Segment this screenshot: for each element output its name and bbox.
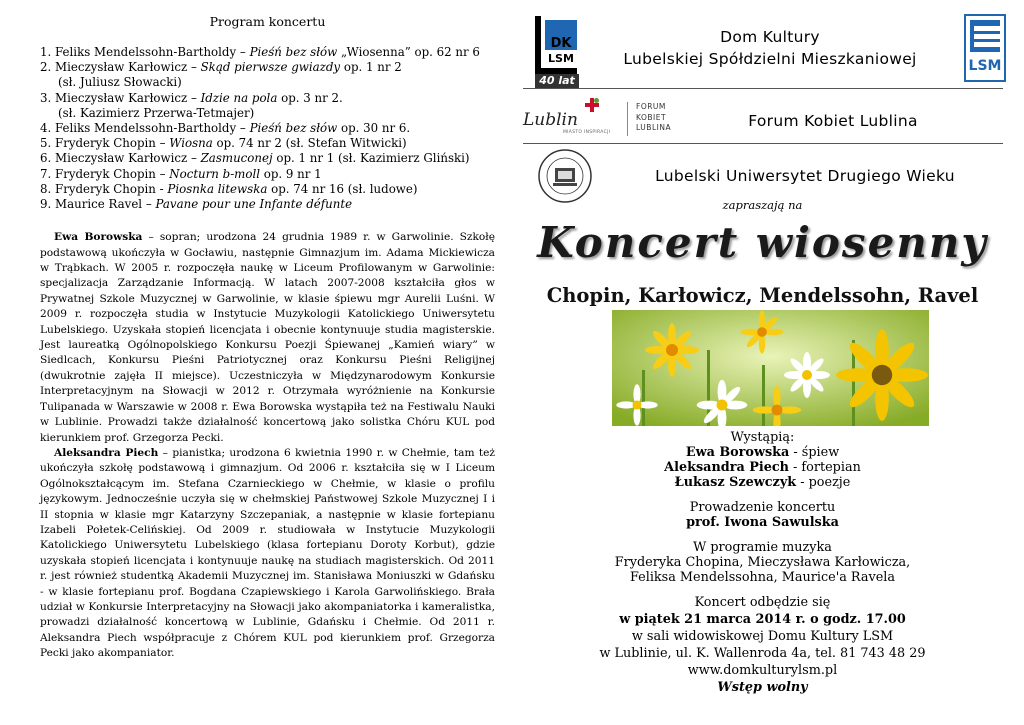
event-info [515, 430, 1010, 695]
dom-kultury-line1: Dom Kultury [720, 28, 820, 46]
programme-note: W programie muzyka [693, 540, 832, 555]
bio-text: – sopran; urodzona 24 grudnia 1989 r. w Garwolinie. Szkołę podstawową ukończyła w Gocławiu, następnie Gimnazjum im. Adama Mickiewicza w Trąbkach. W 2005 r. rozpoczęła naukę w Liceum Profilowanym w Garwolinie: specjalizacja Zarządzanie Informacją. W latach 2007-2008 kształciła głos w Prywatnej Szkole Muzycznej w Garwolinie, w klasie śpiewu mgr Aurelii Luśni. W 2009 r. rozpoczęła studia w Instytucie Muzykologii Katolickiego Uniwersytetu Lubelskiego. Uzyskała stopień licencjata i obecnie kontynuuje studia magisterskie. Jest laureatką Ogólnopolskiego Konkursu Poezji Śpiewanej „Kamień wiary” w Siedlcach, Konkursu Pieśni Patriotycznej oraz Konkursu Pieśni Religijnej (dwukrotnie zajęła II miejsce). Uczestniczyła w Międzynarodowym Konkursie Interpretacyjnym na Słowacji w 2012 r. Otrzymała wyróżnienie na Konkursie Tulipanada w Warszawie w 2008 r. Ewa Borowska wystąpiła też na Festiwalu Nauki w Lublinie. Prowadzi także działalność koncertową jako solistka Chóru KUL pod kierunkiem prof. Grzegorza Pecki. [40, 231, 495, 444]
forum-logo-line: LUBLINA [636, 123, 672, 132]
program-item-prefix: 3. Mieczysław Karłowicz – [40, 90, 201, 105]
program-item-suffix: op. 1 nr 1 (sł. Kazimierz Gliński) [272, 151, 470, 166]
program-item [40, 121, 495, 136]
lsm-letters: LSM [968, 58, 1002, 74]
when-venue: w sali widowiskowej Domu Kultury LSM [631, 629, 894, 644]
program-item-work: Piosnka litewska [167, 181, 268, 196]
program-item-prefix: 5. Fryderyk Chopin – [40, 136, 170, 151]
program-item-prefix: 2. Mieczysław Karłowicz – [40, 60, 201, 75]
program-item-work: Pavane pour une Infante défunte [155, 197, 353, 212]
program-item-work: Skąd pierwsze gwiazdy [200, 60, 341, 75]
program-item-work: Pieśń bez słów [249, 45, 338, 59]
flowers-image [612, 310, 929, 426]
performers-heading: Wystąpią: [730, 430, 795, 445]
forum-logo-line: FORUM [636, 102, 666, 111]
bio-name: Aleksandra Piech [54, 446, 159, 459]
when-date-text: w piątek 21 marca 2014 r. o godz. 17.00 [619, 612, 906, 627]
left-page [40, 14, 495, 662]
program-item-lyricist: (sł. Juliusz Słowacki) [58, 75, 182, 90]
entry-free-text: Wstęp wolny [717, 680, 808, 695]
concert-title: Koncert wiosenny [537, 218, 988, 267]
program-item [40, 45, 495, 60]
program-item-prefix: 4. Feliks Mendelssohn-Bartholdy – [40, 121, 250, 136]
divider [523, 88, 1003, 89]
program-item [40, 167, 495, 182]
program-item-work: Zasmuconej [200, 151, 273, 166]
bio-name: Ewa Borowska [54, 231, 143, 244]
right-page [515, 0, 1010, 725]
bio-aleksandra-piech [40, 446, 495, 662]
program-item-lyricist: (sł. Kazimierz Przerwa-Tetmajer) [58, 105, 255, 120]
performer-row [515, 475, 1010, 490]
program-item-prefix: 7. Fryderyk Chopin – [40, 166, 170, 181]
divider [523, 143, 1003, 144]
dk-lsm: LSM [548, 52, 574, 65]
program-list [40, 45, 495, 212]
when-date [515, 612, 1010, 627]
dk-letters: DK [550, 36, 572, 51]
program-item-suffix: op. 3 nr 2. [277, 90, 343, 105]
program-item-suffix: op. 74 nr 2 (sł. Stefan Witwicki) [212, 136, 407, 151]
program-title: Program koncertu [209, 14, 326, 29]
performer-role: - poezje [796, 475, 851, 490]
performer-name: Aleksandra Piech [664, 460, 789, 475]
performer-row [515, 460, 1010, 475]
program-item-work: Pieśń bez słów [249, 121, 338, 136]
program-item-suffix: „Wiosenna” op. 62 nr 6 [337, 45, 480, 59]
program-item-prefix: 1. Feliks Mendelssohn-Bartholdy – [40, 45, 250, 59]
dk-years: 40 lat [535, 74, 579, 88]
forum-kobiet-name: Forum Kobiet Lublina [748, 112, 918, 130]
program-item [40, 182, 495, 197]
program-item [40, 151, 495, 166]
program-item-work: Wiosna [169, 136, 213, 151]
program-item-work: Idzie na pola [200, 90, 278, 105]
bio-text: – pianistka; urodzona 6 kwietnia 1990 r. w Chełmie, tam też ukończyła szkołę podstawową i gimnazjum. Od 2006 r. kształciła się w I Liceum Ogólnokształcącym im. Stefana Czarnieckiego w Chełmie, w klasie o profilu językowym. Jednocześnie uczyła się w chełmskiej Państwowej Szkole Muzycznej I i II stopnia w klasie mgr Katarzyny Szczepaniak, a następnie w klasie fortepianu Izabeli Połetek-Celińskiej. Od 2009 r. studiowała w Instytucie Muzykologii Katolickiego Uniwersytetu Lubelskiego (klasa fortepianu Doroty Korbut), gdzie uzyskała stopień licencjata i kontynuuje naukę na studiach magisterskich. Od 2011 r. jest również studentką Akademii Muzycznej im. Stanisława Moniuszki w Gdańsku - w klasie fortepianu prof. Bogdana Czapiewskiego i Karola Garwolińskiego. Brała udział w Konkursie Interpretacyjny na Słowacji jako akompaniatorka i kameralistka, prowadzi działalność koncertową w Lublinie, Gdańsku i Chełmie. Od 2011 r. Aleksandra Piech współpracuje z Chórem KUL pod kierunkiem prof. Grzegorza Pecki jako akompaniator. [40, 446, 495, 660]
entry-free [515, 680, 1010, 695]
program-item [40, 136, 495, 151]
programme-note: Feliksa Mendelssohna, Maurice'a Ravela [629, 570, 896, 585]
host-name [515, 515, 1010, 530]
program-item-prefix: 6. Mieczysław Karłowicz – [40, 151, 201, 166]
program-item-work: Nocturn b-moll [169, 166, 261, 181]
dom-kultury-line2: Lubelskiej Spółdzielni Mieszkaniowej [623, 50, 917, 68]
performer-name: Łukasz Szewczyk [674, 475, 797, 490]
dom-kultury-name [585, 26, 955, 70]
program-item [40, 197, 495, 212]
forum-kobiet-logo [627, 102, 683, 136]
forum-logo-line: KOBIET [636, 112, 667, 122]
website: www.domkulturylsm.pl [687, 663, 838, 678]
dom-kultury-logo [535, 16, 579, 87]
university-name: Lubelski Uniwersytet Drugiego Wieku [655, 167, 955, 185]
lublin-tagline: MIASTO INSPIRACJI [563, 130, 611, 135]
program-item-prefix: 8. Fryderyk Chopin - [40, 181, 168, 196]
program-item-suffix: op. 9 nr 1 [260, 166, 322, 181]
host-name-text: prof. Iwona Sawulska [686, 515, 839, 530]
lsm-logo [964, 14, 1006, 82]
program-item-prefix: 9. Maurice Ravel – [40, 197, 156, 212]
lublin-logo [523, 98, 623, 138]
program-item-suffix: op. 1 nr 2 [340, 60, 402, 75]
host-heading: Prowadzenie koncertu [689, 500, 836, 515]
invite-text: zapraszają na [722, 198, 803, 212]
when-address: w Lublinie, ul. K. Wallenroda 4a, tel. 81 743 48 29 [599, 646, 926, 661]
bio-ewa-borowska [40, 230, 495, 446]
lublin-wordmark: Lublin [523, 110, 578, 130]
program-item [40, 91, 495, 106]
programme-note: Fryderyka Chopina, Mieczysława Karłowicza, [614, 555, 911, 570]
performer-role: - śpiew [789, 445, 840, 460]
performer-row [515, 445, 1010, 460]
performer-role: - fortepian [788, 460, 861, 475]
program-item-suffix: op. 74 nr 16 (sł. ludowe) [267, 181, 418, 196]
program-item [40, 60, 495, 75]
university-seal-icon [537, 148, 593, 204]
program-item-suffix: op. 30 nr 6. [337, 121, 411, 136]
composers: Chopin, Karłowicz, Mendelssohn, Ravel [546, 284, 979, 307]
when-line: Koncert odbędzie się [694, 595, 831, 610]
performer-name: Ewa Borowska [685, 445, 790, 460]
